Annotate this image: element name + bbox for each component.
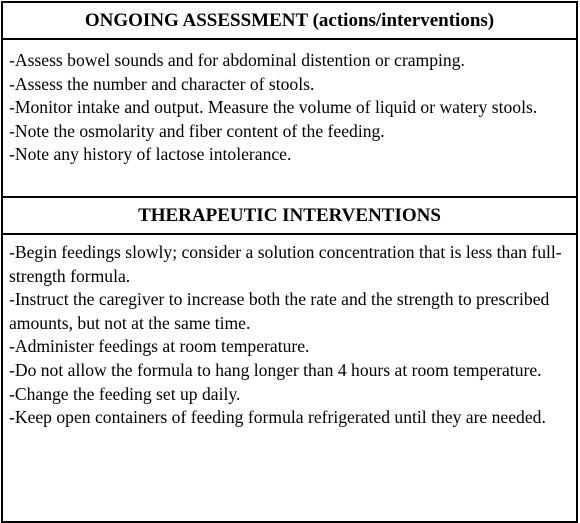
therapeutic-interventions-heading: THERAPEUTIC INTERVENTIONS <box>2 197 577 234</box>
list-item: -Assess bowel sounds and for abdominal distention or cramping. <box>9 50 465 70</box>
ongoing-assessment-list <box>2 39 577 197</box>
list-item: -Keep open containers of feeding formula refrigerated until they are needed. <box>9 407 546 428</box>
ongoing-assessment-heading: ONGOING ASSESSMENT (actions/interventions) <box>2 2 577 39</box>
table-row <box>2 234 577 522</box>
table-row <box>2 39 577 197</box>
list-item: -Change the feeding set up daily. <box>9 383 241 404</box>
list-item: -Begin feedings slowly; consider a solution concentration that is less than full-strength formula. <box>9 242 562 286</box>
care-plan-table <box>1 1 578 523</box>
list-item: -Note any history of lactose intolerance. <box>9 144 292 165</box>
table-row <box>2 197 577 234</box>
list-item: -Administer feedings at room temperature. <box>9 336 310 357</box>
list-item: -Assess the number and character of stools. <box>9 73 315 94</box>
list-item: -Note the osmolarity and fiber content of the feeding. <box>9 120 385 141</box>
list-item: -Instruct the caregiver to increase both the rate and the strength to prescribed amounts, but not at the same time. <box>9 289 550 333</box>
table-row <box>2 2 577 39</box>
therapeutic-interventions-list <box>2 234 577 522</box>
list-item: -Do not allow the formula to hang longer than 4 hours at room temperature. <box>9 359 542 380</box>
list-item: -Monitor intake and output. Measure the volume of liquid or watery stools. <box>9 97 538 118</box>
